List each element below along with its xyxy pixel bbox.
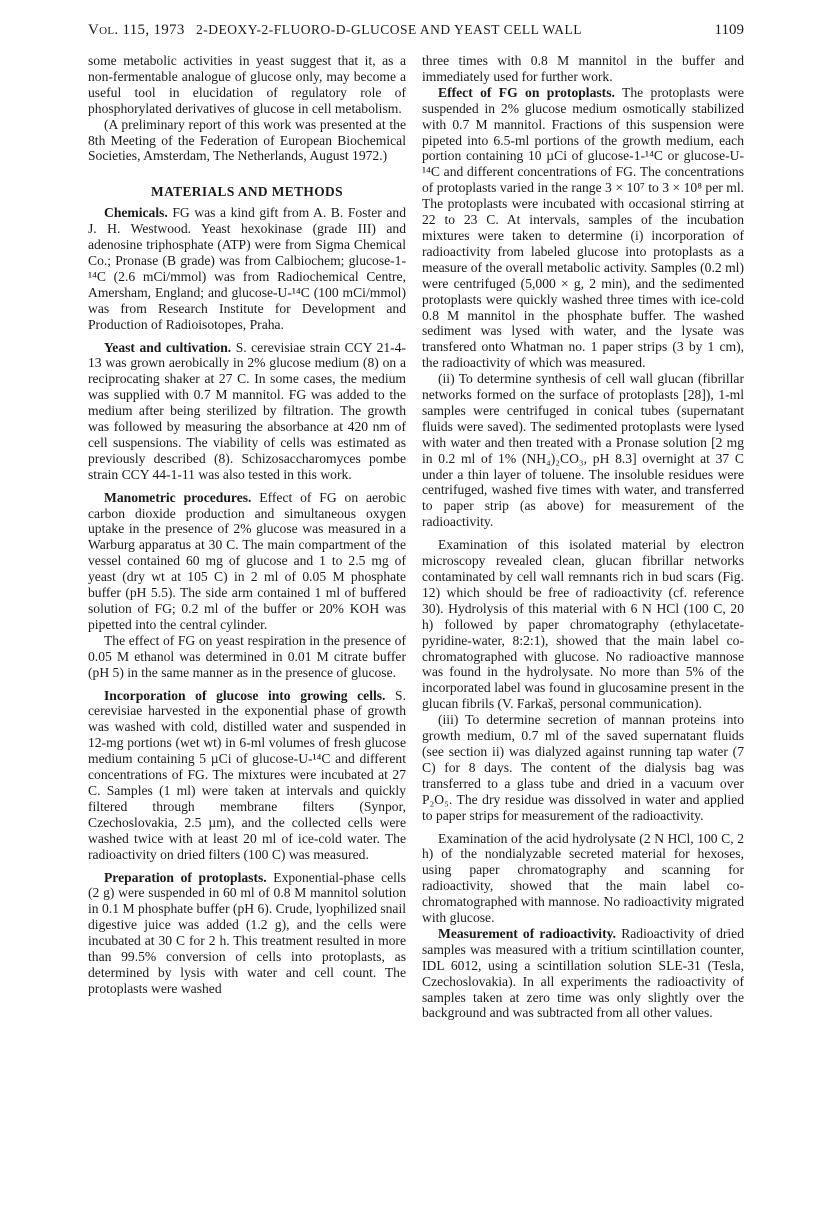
running-header	[88, 22, 744, 42]
incorporation-paragraph	[88, 688, 406, 863]
mannan-paragraph: (iii) To determine secretion of mannan proteins into growth medium, 0.7 ml of the saved supernatant fluids (see section ii) was dialyzed against running tap water (7 C) for 8 days. The content of the dialysis bag was transferred to a glass tube and dried in a vacuum over P₂O₅. The dry residue was dissolved in water and applied to paper strips for measurement of the radioactivity.	[422, 712, 744, 823]
page-number: 1109	[714, 22, 744, 38]
measurement-heading: Measurement of radioactivity.	[438, 925, 617, 941]
chemicals-text: FG was a kind gift from A. B. Foster and J. H. Westwood. Yeast hexokinase (grade III) and adenosine triphosphate (ATP) were from Sigma Chemical Co.; Pronase (B grade) was from Calbiochem; glucose-1-¹⁴C (2.6 mCi/mmol) was from Radiochemical Centre, Amersham, England; and glucose-U-¹⁴C (100 mCi/mmol) was from Research Institute for Development and Production of Radioisotopes, Praha.	[88, 205, 406, 332]
running-title: 2-DEOXY-2-FLUORO-D-GLUCOSE AND YEAST CELL WALL	[196, 22, 582, 37]
protoplasts-continuation-paragraph: three times with 0.8 M mannitol in the buffer and immediately used for further work.	[422, 53, 744, 84]
incorporation-text: S. cerevisiae harvested in the exponential phase of growth was washed with cold, distilled water and suspended in 12-mg portions (wet wt) in 6-ml volumes of fresh glucose medium containing 5 µCi of glucose-U-¹⁴C and different concentrations of FG. The mixtures were incubated at 27 C. Samples (1 ml) were taken at intervals and quickly filtered through membrane filters (Synpor, Czechoslovakia, 2.5 µm), and the collected cells were washed twice with at least 20 ml of ice-cold water. The radioactivity on dried filters (100 C) was measured.	[88, 687, 406, 862]
ethanol-paragraph: The effect of FG on yeast respiration in the presence of 0.05 M ethanol was determined in 0.01 M citrate buffer (pH 5) in the same manner as in the presence of glucose.	[88, 632, 406, 680]
measurement-paragraph	[422, 926, 744, 1021]
manometric-text: Effect of FG on aerobic carbon dioxide production and simultaneous oxygen uptake in the presence of 2% glucose was measured in a Warburg apparatus at 30 C. The main compartment of the vessel contained 60 mg of glucose and 1 to 2.5 mg of yeast (dry wt at 105 C) in 2 ml of 0.05 M phosphate buffer (pH 5.5). The side arm contained 1 ml of buffered solution of FG; 0.2 ml of the buffer or 20% KOH was pipetted into the central cylinder.	[88, 489, 406, 632]
measurement-text: Radioactivity of dried samples was measured with a tritium scintillation counter, IDL 6012, using a scintillation solution SLE-31 (Tesla, Czechoslovakia). In all experiments the radioactivity of samples taken at zero time was only slightly over the background and was subtracted from all other values.	[422, 925, 744, 1021]
chemicals-heading: Chemicals.	[104, 205, 168, 221]
right-column	[422, 53, 744, 1021]
incorporation-heading: Incorporation of glucose into growing cells.	[104, 687, 386, 703]
preliminary-report-paragraph: (A preliminary report of this work was presented at the 8th Meeting of the Federation of European Biochemical Societies, Amsterdam, The Netherlands, August 1972.)	[88, 116, 406, 164]
effect-paragraph	[422, 85, 744, 371]
section-heading-materials-methods: MATERIALS AND METHODS	[151, 184, 343, 200]
manometric-paragraph	[88, 490, 406, 633]
protoplasts-text: Exponential-phase cells (2 g) were suspended in 60 ml of 0.8 M mannitol solution in 0.1 M phosphate buffer (pH 6). Crude, lyophilized snail digestive juice was added (1.2 g), and the cells were incubated at 30 C for 2 h. This treatment resulted in more than 99.5% conversion of cells into protoplasts, as determined by lysis with water and cell count. The protoplasts were washed	[88, 869, 406, 996]
manometric-heading: Manometric procedures.	[104, 489, 252, 505]
chemicals-paragraph	[88, 205, 406, 332]
effect-heading: Effect of FG on protoplasts.	[438, 84, 615, 100]
journal-volume: Vol. 115, 1973	[88, 22, 185, 38]
glucan-paragraph: (ii) To determine synthesis of cell wall glucan (fibrillar networks formed on the surface of protoplasts [28]), 1-ml samples were centrifuged in conical tubes (supernatant fluids were saved). The sedimented protoplasts were lysed with water and then treated with a Pronase solution [2 mg in 0.2 ml of 1% (NH₄)₂CO₃, pH 8.3] overnight at 37 C under a thin layer of toluene. The insoluble residues were centrifuged, washed five times with water, and transferred to paper strip (as above) for measurement of the radioactivity.	[422, 371, 744, 530]
effect-text: The protoplasts were suspended in 2% glucose medium osmotically stabilized with 0.7 M mannitol. Fractions of this suspension were pipeted into 6.5-ml portions of the growth medium, each portion containing 10 µCi of glucose-1-¹⁴C or glucose-U-¹⁴C and different concentrations of FG. The concentrations of protoplasts varied in the range 3 × 10⁷ to 3 × 10⁸ per ml. The protoplasts were incubated with occasional stirring at 22 to 23 C. At intervals, samples of the incubation mixtures were taken to determine (i) incorporation of radioactivity from labeled glucose into protoplasts as a measure of the overall metabolic activity. Samples (0.2 ml) were centrifuged (5,000 × g, 2 min), and the sedimented protoplasts were quickly washed three times with ice-cold 0.8 M mannitol in the phosphate buffer. The washed sediment was lysed with water, and the lysate was transfered onto Whatman no. 1 paper strips (3 by 1 cm), the radioactivity of which was measured.	[422, 84, 744, 371]
yeast-cultivation-text: S. cerevisiae strain CCY 21-4-13 was grown aerobically in 2% glucose medium (8) on a reciprocating shaker at 27 C. In some cases, the medium was supplied with 0.7 M mannitol. FG was added to the medium after being sterilized by filtration. The growth was followed by measuring the absorbance at 420 nm of cell suspensions. The viability of cells was estimated as previously described (8). Schizosaccharomyces pombe strain CCY 44-1-11 was also tested in this work.	[88, 339, 407, 482]
protoplasts-heading: Preparation of protoplasts.	[104, 869, 267, 885]
yeast-cultivation-heading: Yeast and cultivation.	[104, 339, 232, 355]
left-column	[88, 53, 406, 997]
yeast-cultivation-paragraph	[88, 340, 406, 483]
hydrolysate-paragraph: Examination of the acid hydrolysate (2 N HCl, 100 C, 2 h) of the nondialyzable secreted material for hexoses, using paper chromatography and scanning for radioactivity, showed that the main label co-chromatographed with mannose. No radioactivity migrated with glucose.	[422, 830, 744, 926]
protoplasts-paragraph	[88, 870, 406, 997]
intro-continuation-paragraph: some metabolic activities in yeast suggest that it, as a non-fermentable analogue of glucose only, may become a useful tool in elucidation of regulatory role of phosphorylated derivatives of glucose in cell metabolism.	[88, 53, 406, 116]
examination-paragraph: Examination of this isolated material by electron microscopy revealed clean, glucan fibrillar networks contaminated by cell wall remnants rich in bud scars (Fig. 12) which should be free of radioactivity (cf. reference 30). Hydrolysis of this material with 6 N HCl (100 C, 20 h) followed by paper chromatography (ethylacetate-pyridine-water, 8:2:1), showed that the main label co-chromatographed with glucose. No radioactive mannose was found in the hydrolysate. No more than 5% of the incorporated label was found in glucosamine present in the glucan fibrils (V. Farkaš, personal communication).	[422, 537, 744, 712]
